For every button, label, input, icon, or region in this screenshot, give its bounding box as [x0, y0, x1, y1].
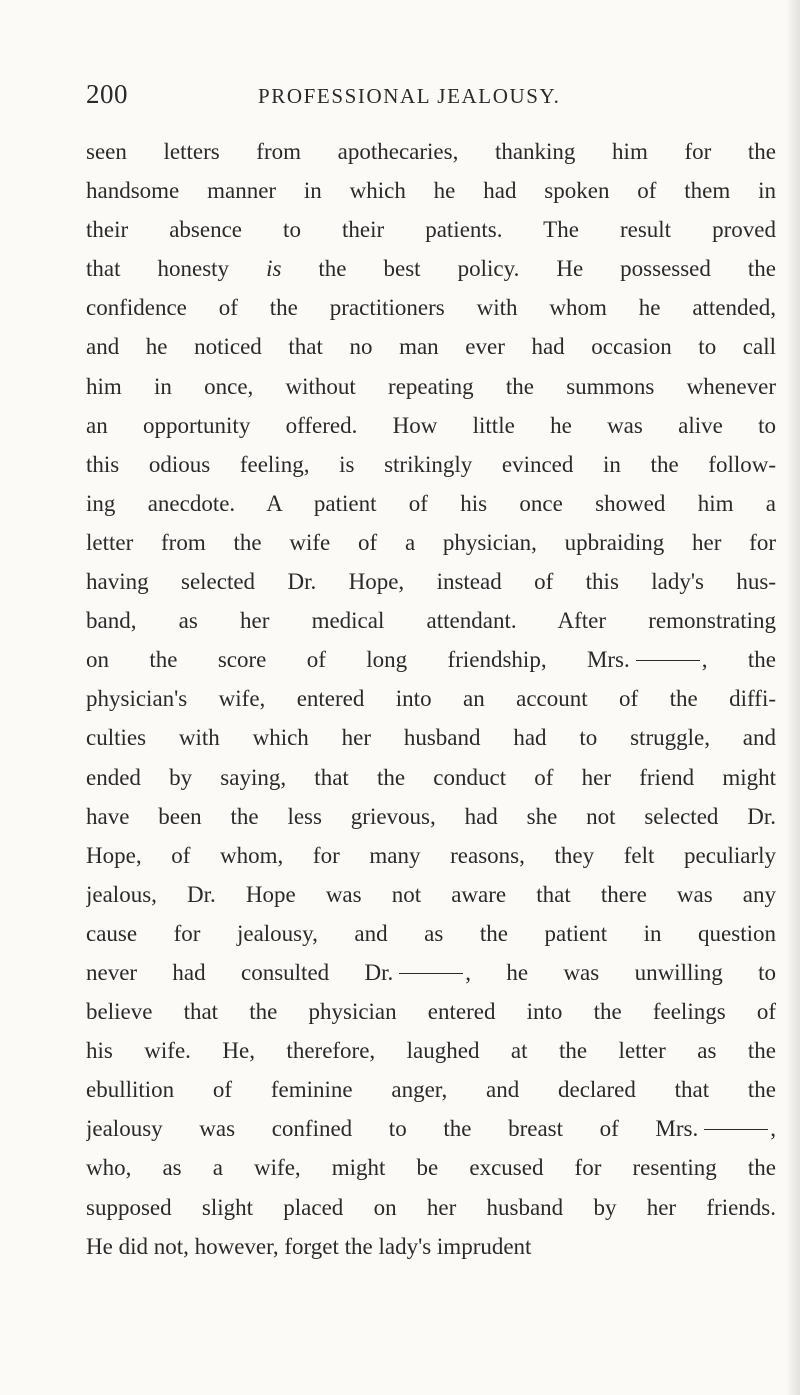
- text-segment: on the score of long friendship, Mrs.: [86, 647, 630, 673]
- text-segment: jealousy was confined to the breast of Mrs.: [86, 1116, 699, 1142]
- text-line: confidence of the practitioners with whom he attended,: [86, 295, 776, 321]
- text-segment: ,: [770, 1116, 776, 1142]
- text-line: Hope, of whom, for many reasons, they felt peculiarly: [86, 842, 776, 868]
- text-line: supposed slight placed on her husband by her friends.: [86, 1194, 776, 1220]
- text-line: letter from the wife of a physician, upbraiding her for: [86, 529, 776, 555]
- text-line: [86, 953, 776, 992]
- page-number: 200: [86, 79, 128, 109]
- text-line: [86, 1109, 776, 1148]
- page-edge-shadow: [786, 0, 800, 1395]
- text-line: culties with which her husband had to struggle, and: [86, 725, 776, 751]
- text-line: this odious feeling, is strikingly evinced in the follow-: [86, 451, 776, 477]
- text-line: ended by saying, that the conduct of her friend might: [86, 764, 776, 790]
- text-segment: , the: [701, 647, 776, 673]
- name-omission-dash: [636, 660, 700, 661]
- text-line: their absence to their patients. The result proved: [86, 217, 776, 243]
- text-line: physician's wife, entered into an account of the diffi-: [86, 686, 776, 712]
- name-omission-dash: [399, 973, 463, 974]
- text-line: and he noticed that no man ever had occasion to call: [86, 334, 776, 360]
- name-omission-dash: [704, 1129, 768, 1130]
- running-head: PROFESSIONAL JEALOUSY.: [258, 84, 561, 108]
- text-line: [86, 640, 776, 679]
- text-line: who, as a wife, might be excused for resenting the: [86, 1155, 776, 1181]
- text-line: believe that the physician entered into the feelings of: [86, 999, 776, 1025]
- text-line: ebullition of feminine anger, and declared that the: [86, 1077, 776, 1103]
- text-line: cause for jealousy, and as the patient in question: [86, 920, 776, 946]
- text-segment: , he was unwilling to: [465, 959, 776, 985]
- text-line: an opportunity offered. How little he was alive to: [86, 412, 776, 438]
- text-line: [86, 249, 776, 288]
- text-line: ing anecdote. A patient of his once showed him a: [86, 490, 776, 516]
- text-line: him in once, without repeating the summons whenever: [86, 373, 776, 399]
- text-line: have been the less grievous, had she not selected Dr.: [86, 803, 776, 829]
- italic-emphasis: is: [266, 256, 282, 282]
- text-line: handsome manner in which he had spoken of them in: [86, 178, 776, 204]
- page-header: [86, 74, 776, 114]
- text-segment: never had consulted Dr.: [86, 959, 394, 985]
- text-segment: that honesty: [86, 256, 267, 282]
- text-line: seen letters from apothecaries, thanking him for the: [86, 139, 776, 164]
- text-line: He did not, however, forget the lady's imprudent: [86, 1233, 532, 1259]
- text-line: having selected Dr. Hope, instead of this lady's hus-: [86, 569, 776, 595]
- body-text: [86, 132, 776, 1266]
- text-line: band, as her medical attendant. After remonstrating: [86, 608, 776, 634]
- text-segment: the best policy. He possessed the: [281, 256, 776, 282]
- text-line: his wife. He, therefore, laughed at the letter as the: [86, 1038, 776, 1064]
- text-line: jealous, Dr. Hope was not aware that there was any: [86, 881, 776, 907]
